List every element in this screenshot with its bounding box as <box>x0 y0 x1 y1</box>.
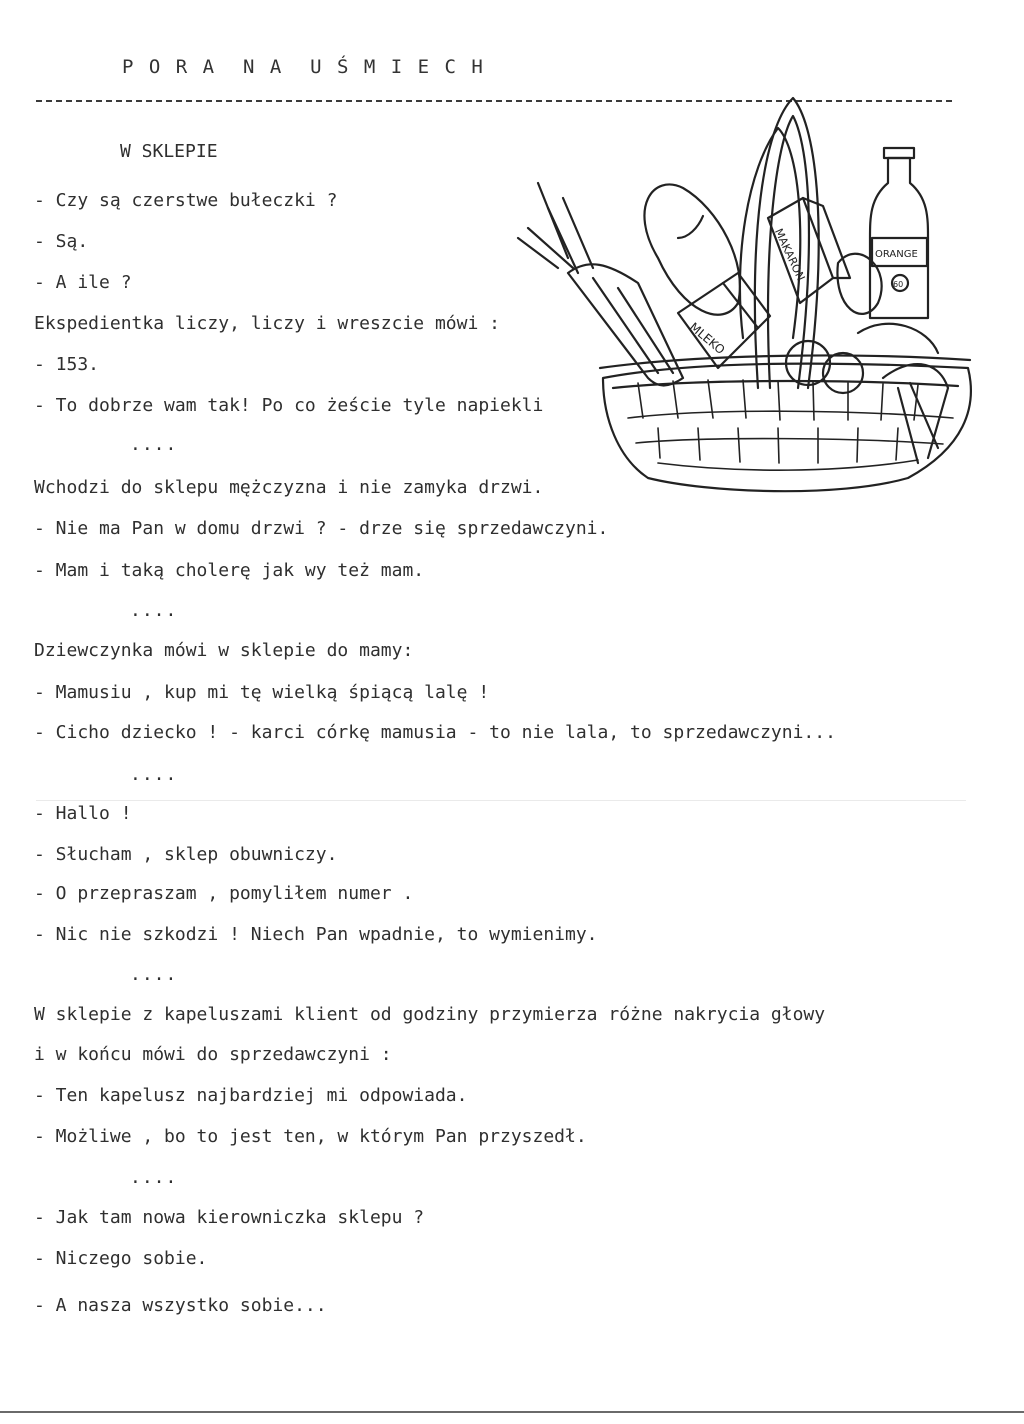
section-title: W SKLEPIE <box>120 141 218 162</box>
joke-3-line-1: Dziewczynka mówi w sklepie do mamy: <box>34 640 414 661</box>
joke-separator: .... <box>130 1167 178 1188</box>
joke-5-line-1: W sklepie z kapeluszami klient od godziny przymierza różne nakrycia głowy <box>34 1004 826 1025</box>
joke-4-line-3: - O przepraszam , pomyliłem numer . <box>34 883 414 904</box>
joke-separator: .... <box>130 600 178 621</box>
bottom-edge-line <box>0 1411 1024 1413</box>
bottle-label: ORANGE <box>875 249 918 260</box>
joke-separator: .... <box>130 764 178 785</box>
joke-4-line-1: - Hallo ! <box>34 803 132 824</box>
joke-separator: .... <box>130 434 178 455</box>
joke-6-line-3: - A nasza wszystko sobie... <box>34 1295 327 1316</box>
joke-1-line-5: - 153. <box>34 354 100 375</box>
joke-1-line-1: - Czy są czerstwe bułeczki ? <box>34 190 338 211</box>
joke-1-line-4: Ekspedientka liczy, liczy i wreszcie mówi : <box>34 313 500 334</box>
page-header-title: P O R A N A U Ś M I E C H <box>122 56 485 78</box>
bottle-small-label: 60 <box>893 280 904 289</box>
joke-4-line-4: - Nic nie szkodzi ! Niech Pan wpadnie, to wymienimy. <box>34 924 598 945</box>
joke-6-line-1: - Jak tam nowa kierowniczka sklepu ? <box>34 1207 425 1228</box>
joke-3-line-2: - Mamusiu , kup mi tę wielką śpiącą lalę ! <box>34 682 490 703</box>
joke-4-line-2: - Słucham , sklep obuwniczy. <box>34 844 338 865</box>
joke-2-line-2: - Nie ma Pan w domu drzwi ? - drze się sprzedawczyni. <box>34 518 609 539</box>
box-label: MAKARON <box>771 226 808 283</box>
joke-5-line-4: - Możliwe , bo to jest ten, w którym Pan przyszedł. <box>34 1126 587 1147</box>
shopping-basket-illustration <box>508 88 978 508</box>
joke-5-line-3: - Ten kapelusz najbardziej mi odpowiada. <box>34 1085 468 1106</box>
carton-label: MLEKO <box>686 319 728 358</box>
joke-1-line-3: - A ile ? <box>34 272 132 293</box>
joke-6-line-2: - Niczego sobie. <box>34 1248 208 1269</box>
joke-2-line-1: Wchodzi do sklepu mężczyzna i nie zamyka drzwi. <box>34 477 544 498</box>
joke-3-line-3: - Cicho dziecko ! - karci córkę mamusia - to nie lala, to sprzedawczyni... <box>34 722 836 743</box>
joke-1-line-2: - Są. <box>34 231 89 252</box>
faint-divider <box>36 800 966 801</box>
joke-separator: .... <box>130 964 178 985</box>
joke-5-line-2: i w końcu mówi do sprzedawczyni : <box>34 1044 392 1065</box>
joke-2-line-3: - Mam i taką cholerę jak wy też mam. <box>34 560 425 581</box>
joke-1-line-6: - To dobrze wam tak! Po co żeście tyle napiekli <box>34 395 544 416</box>
